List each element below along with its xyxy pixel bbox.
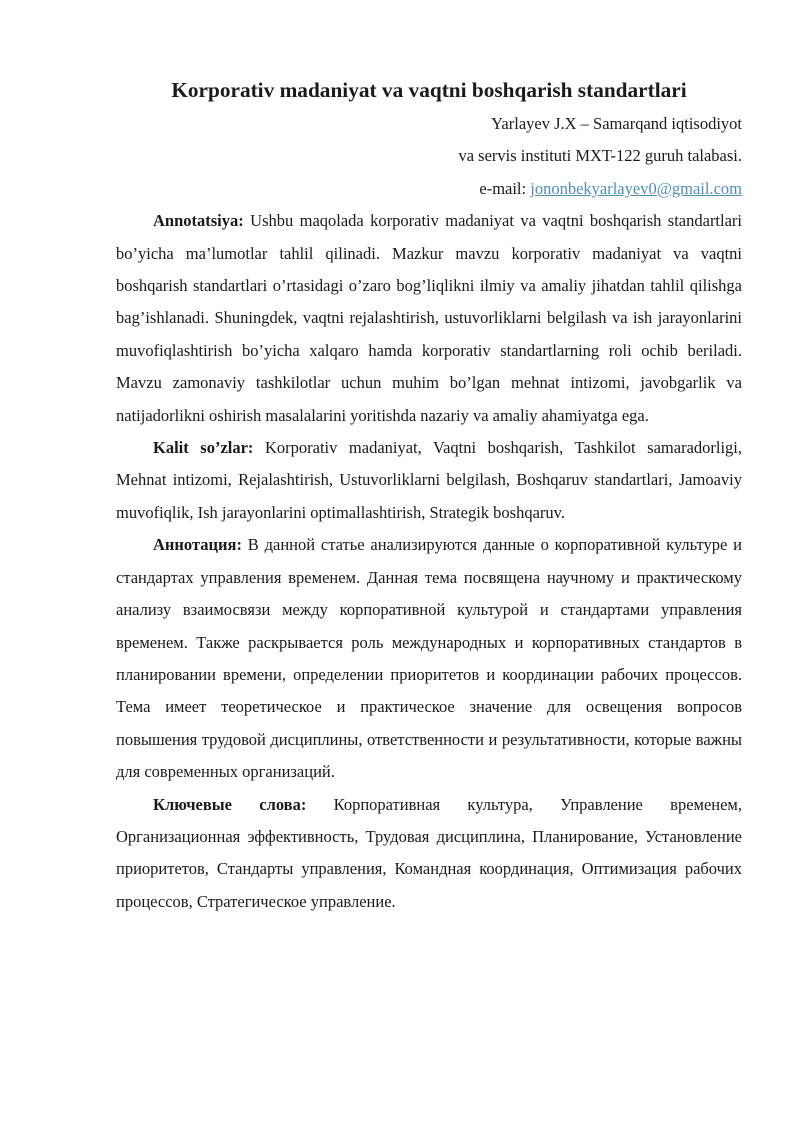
keywords-uz-heading: Kalit so’zlar:	[153, 438, 254, 458]
annotation-ru-heading: Аннотация:	[153, 535, 242, 555]
paper-page	[116, 72, 742, 918]
annotation-uz-text: Ushbu maqolada korporativ madaniyat va vaqtni boshqarish standartlari bo’yicha ma’lumotlar tahlil qilinadi. Mazkur mavzu korporativ madaniyat va vaqtni boshqarish standartlari o’rtasidagi o’zaro bog’liqlikni ilmiy va amaliy jihatdan tahlil qilishga bag’ishlanadi. Shuningdek, vaqtni rejalashtirish, ustuvorliklarni belgilash va ish jarayonlarini muvofiqlashtirish bo’yicha xalqaro hamda korporativ standartlarning roli ochib beriladi. Mavzu zamonaviy tashkilotlar uchun muhim bo’lgan mehnat intizomi, javobgarlik va natijadorlikni oshirish masalalarini yoritishda nazariy va amaliy ahamiyatga ega.	[116, 211, 743, 425]
author-email-line	[116, 173, 742, 205]
annotation-uz	[116, 205, 742, 432]
annotation-ru-text: В данной статье анализируются данные о корпоративной культуре и стандартах управления временем. Данная тема посвящена научному и практическому анализу взаимосвязи между корпоративной культурой и стандартами управления временем. Также раскрывается роль международных и корпоративных стандартов в планировании времени, определении приоритетов и координации рабочих процессов. Тема имеет теоретическое и практическое значение для освещения вопросов повышения трудовой дисциплины, ответственности и результативности, которые важны для современных организаций.	[116, 535, 742, 782]
paper-title: Korporativ madaniyat va vaqtni boshqarish standartlari	[171, 78, 687, 102]
author-line-1: Yarlayev J.X – Samarqand iqtisodiyot	[491, 114, 742, 133]
email-prefix: e-mail:	[479, 178, 527, 198]
email-link[interactable]: jononbekyarlayev0@gmail.com	[530, 178, 742, 198]
keywords-ru-text: Корпоративная культура, Управление временем, Организационная эффективность, Трудовая дисциплина, Планирование, Установление приоритетов, Стандарты управления, Командная координация, Оптимизация рабочих процессов, Стратегическое управление.	[116, 794, 743, 911]
keywords-ru	[116, 789, 742, 919]
keywords-uz-text: Korporativ madaniyat, Vaqtni boshqarish, Tashkilot samaradorligi, Mehnat intizomi, Rejalashtirish, Ustuvorliklarni belgilash, Boshqaruv standartlari, Jamoaviy muvofiqlik, Ish jarayonlarini optimallashtirish, Strategik boshqaruv.	[116, 438, 743, 522]
author-block	[116, 108, 742, 205]
annotation-uz-heading: Annotatsiya:	[153, 211, 244, 231]
annotation-ru	[116, 529, 742, 788]
keywords-uz	[116, 432, 742, 529]
author-line-2: va servis instituti MXT-122 guruh talabasi.	[458, 146, 742, 166]
keywords-ru-heading: Ключевые слова:	[153, 794, 307, 814]
